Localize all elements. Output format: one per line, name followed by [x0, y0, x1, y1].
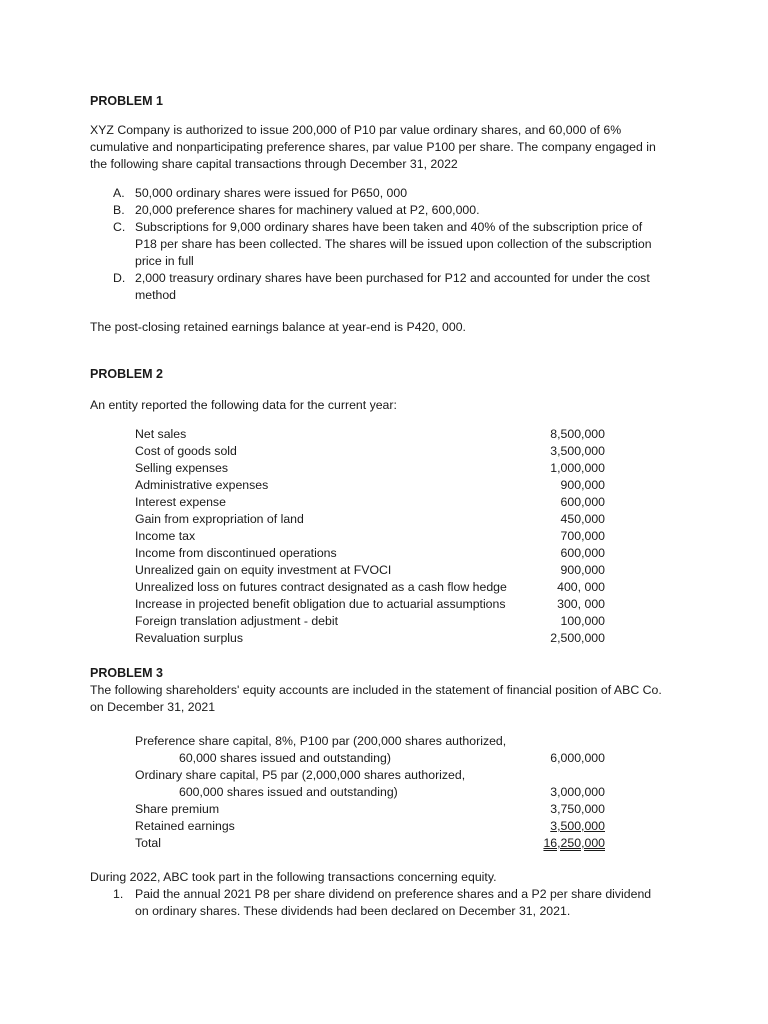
- table-row: [135, 460, 605, 477]
- text-line: XYZ Company is authorized to issue 200,000 of P10 par value ordinary shares, and 60,000 of 6%: [90, 123, 622, 137]
- row-value: 450,000: [560, 512, 605, 526]
- problem-2-title: PROBLEM 2: [90, 367, 163, 381]
- list-item: [90, 185, 680, 202]
- list-item: [90, 219, 680, 270]
- text-line: Subscriptions for 9,000 ordinary shares have been taken and 40% of the subscription price of: [135, 220, 643, 234]
- table-row: [135, 494, 605, 511]
- row-value: 3,000,000: [550, 785, 605, 799]
- row-label: Administrative expenses: [135, 478, 269, 492]
- problem-3-list: [90, 886, 680, 920]
- list-item: [90, 886, 680, 920]
- list-item: [90, 270, 680, 304]
- table-row: [135, 443, 605, 460]
- list-marker: D.: [113, 271, 126, 285]
- row-value: 600,000: [560, 495, 605, 509]
- row-value: 900,000: [560, 563, 605, 577]
- table-row: [135, 630, 605, 647]
- table-row: [135, 579, 605, 596]
- table-row: [135, 477, 605, 494]
- table-row: [135, 835, 605, 852]
- text-line: 2,000 treasury ordinary shares have been purchased for P12 and accounted for under the cost: [135, 271, 650, 285]
- table-row: [135, 750, 605, 767]
- row-label: Gain from expropriation of land: [135, 512, 304, 526]
- text-line: Paid the annual 2021 P8 per share dividend on preference shares and a P2 per share dividend: [135, 887, 652, 901]
- row-value: 400, 000: [557, 580, 605, 594]
- list-item: [90, 202, 680, 219]
- problem-1-title: PROBLEM 1: [90, 94, 163, 108]
- row-value: [535, 733, 605, 750]
- text-line: the following share capital transactions through December 31, 2022: [90, 157, 458, 171]
- problem-1-list: [90, 185, 680, 304]
- row-label: Retained earnings: [135, 819, 235, 833]
- row-value: 3,500,000: [550, 444, 605, 458]
- row-label: Selling expenses: [135, 461, 228, 475]
- table-row: [135, 784, 605, 801]
- problem-3-intro: [90, 682, 680, 716]
- text-line: P18 per share has been collected. The shares will be issued upon collection of the subscription: [135, 237, 652, 251]
- list-marker: 1.: [113, 887, 124, 901]
- table-row: [135, 511, 605, 528]
- row-value: 600,000: [560, 546, 605, 560]
- list-marker: B.: [113, 203, 125, 217]
- row-label: Cost of goods sold: [135, 444, 237, 458]
- table-row: [135, 818, 605, 835]
- row-label: Income tax: [135, 529, 196, 543]
- text-line: price in full: [135, 254, 194, 268]
- row-label: Unrealized loss on futures contract designated as a cash flow hedge: [135, 580, 507, 594]
- row-value: 8,500,000: [550, 427, 605, 441]
- row-label: Increase in projected benefit obligation due to actuarial assumptions: [135, 597, 506, 611]
- row-label: Total: [135, 836, 161, 850]
- row-value: 16,250,000: [543, 836, 605, 850]
- text-line: 20,000 preference shares for machinery valued at P2, 600,000.: [135, 203, 480, 217]
- problem-1-closing: The post-closing retained earnings balance at year-end is P420, 000.: [90, 320, 466, 334]
- table-row: [135, 613, 605, 630]
- text-line: method: [135, 288, 177, 302]
- row-label: Preference share capital, 8%, P100 par (200,000 shares authorized,: [135, 734, 507, 748]
- table-row: [135, 596, 605, 613]
- table-row: [135, 426, 605, 443]
- text-line: on December 31, 2021: [90, 700, 216, 714]
- row-value: 900,000: [560, 478, 605, 492]
- problem-2-intro: An entity reported the following data for the current year:: [90, 398, 397, 412]
- table-row: [135, 767, 605, 784]
- list-marker: A.: [113, 186, 125, 200]
- row-value: 1,000,000: [550, 461, 605, 475]
- table-row: [135, 545, 605, 562]
- text-line: cumulative and nonparticipating preference shares, par value P100 per share. The company engaged in: [90, 140, 656, 154]
- table-row: [135, 562, 605, 579]
- list-marker: C.: [113, 220, 126, 234]
- text-line: The following shareholders' equity accounts are included in the statement of financial position of ABC Co.: [90, 683, 662, 697]
- problem-1-intro: [90, 122, 680, 173]
- problem-2-table: [135, 426, 605, 647]
- row-label: Net sales: [135, 427, 187, 441]
- row-value: 3,500,000: [550, 819, 605, 833]
- problem-3-title: PROBLEM 3: [90, 666, 163, 680]
- problem-3-table: [135, 733, 605, 852]
- row-label: 600,000 shares issued and outstanding): [179, 785, 398, 799]
- row-value: 100,000: [560, 614, 605, 628]
- row-value: 3,750,000: [550, 802, 605, 816]
- row-label: Foreign translation adjustment - debit: [135, 614, 339, 628]
- row-value: 6,000,000: [550, 751, 605, 765]
- table-row: [135, 733, 605, 750]
- problem-3-transactions-intro: During 2022, ABC took part in the following transactions concerning equity.: [90, 870, 497, 884]
- row-label: Income from discontinued operations: [135, 546, 337, 560]
- row-value: 700,000: [560, 529, 605, 543]
- row-value: [535, 767, 605, 784]
- row-label: Interest expense: [135, 495, 226, 509]
- text-line: 50,000 ordinary shares were issued for P650, 000: [135, 186, 408, 200]
- row-value: 2,500,000: [550, 631, 605, 645]
- row-label: 60,000 shares issued and outstanding): [179, 751, 391, 765]
- row-label: Unrealized gain on equity investment at FVOCI: [135, 563, 392, 577]
- row-label: Revaluation surplus: [135, 631, 244, 645]
- row-label: Share premium: [135, 802, 220, 816]
- row-label: Ordinary share capital, P5 par (2,000,000 shares authorized,: [135, 768, 466, 782]
- text-line: on ordinary shares. These dividends had been declared on December 31, 2021.: [135, 904, 571, 918]
- row-value: 300, 000: [557, 597, 605, 611]
- table-row: [135, 528, 605, 545]
- table-row: [135, 801, 605, 818]
